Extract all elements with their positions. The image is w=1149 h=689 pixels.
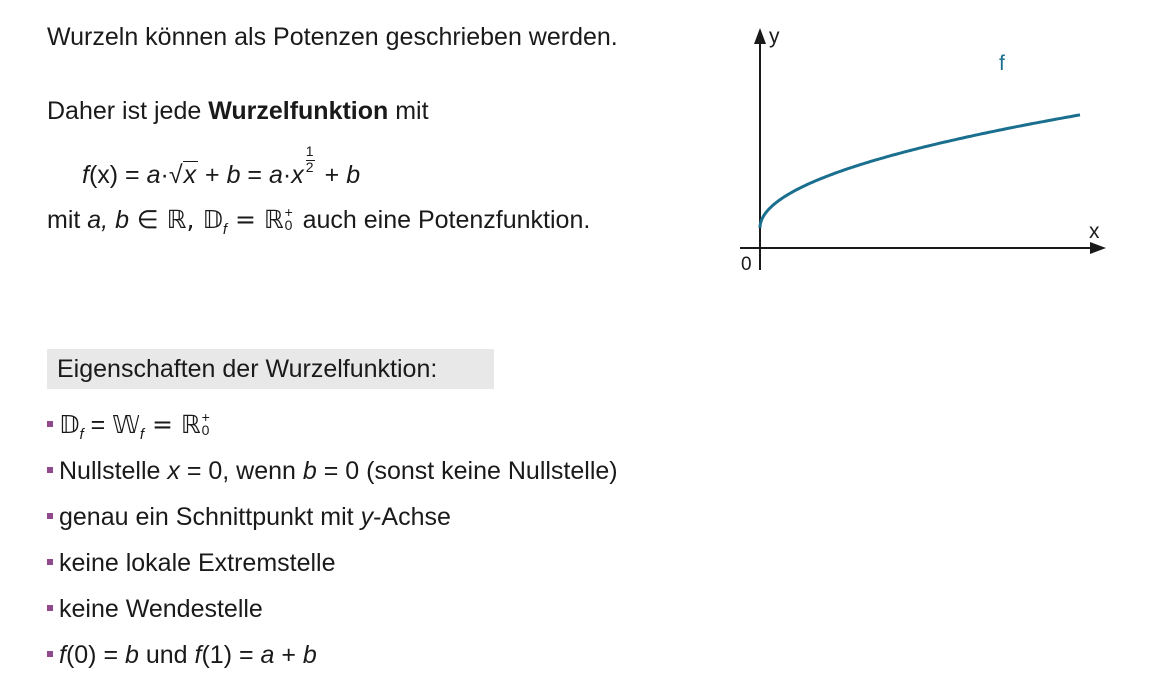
bullet-marker (47, 559, 53, 565)
p3-post: -Achse (373, 503, 451, 531)
curve-label-f: f (999, 52, 1005, 75)
property-2 (47, 456, 618, 486)
domain-symbol: 𝔻 (59, 410, 80, 439)
formula-pow-base: x (291, 161, 304, 189)
formula-a-2: a (268, 161, 283, 189)
p2-mid: = 0, wenn (179, 457, 303, 485)
p6-plus: + (274, 641, 303, 669)
domain-subscript: f (222, 221, 228, 238)
p4-text: keine lokale Extremstelle (59, 549, 336, 577)
bullet-marker (47, 467, 53, 473)
x-axis-arrow (1090, 242, 1106, 254)
curve-f (760, 115, 1080, 228)
bullet-marker (47, 513, 53, 519)
intro-text-4-post: auch eine Potenzfunktion. (295, 206, 591, 234)
y-axis-label: y (769, 25, 780, 48)
p6-f1: f (59, 641, 66, 669)
real-plus-zero-index (201, 409, 213, 438)
p6-und: und (138, 641, 195, 669)
formula-eq: = (118, 161, 147, 189)
formula-f: f (82, 161, 89, 189)
formula-eq-2: = (240, 161, 269, 189)
p3-y: y (360, 503, 374, 531)
bullet-marker (47, 421, 53, 427)
formula-x-paren: (x) (88, 161, 119, 189)
p6-b1: b (125, 641, 139, 669)
property-3 (47, 502, 451, 532)
p2-pre: Nullstelle (59, 457, 168, 485)
p2-post: = 0 (sonst keine Nullstelle) (316, 457, 618, 485)
p6-p1: (0) = (65, 641, 125, 669)
range-symbol: 𝕎 (112, 410, 140, 439)
eq-real: = ℝ (144, 410, 201, 439)
bullet-marker (47, 605, 53, 611)
intro-vars: a, b (87, 206, 129, 234)
property-1 (47, 410, 213, 444)
p6-p2: (1) = (201, 641, 261, 669)
real-sup: + (201, 409, 210, 425)
intro-text-2-pre: Daher ist jede (47, 97, 209, 125)
formula-dot-2: · (282, 161, 292, 189)
real-sub: 0 (201, 422, 210, 438)
intro-text-2-post: mit (388, 97, 429, 125)
x-axis-label: x (1089, 220, 1100, 243)
formula-b-2: b (346, 161, 361, 189)
intro-text-4-pre: mit (47, 206, 88, 234)
formula-a: a (146, 161, 161, 189)
intro-eq-real: = ℝ (227, 205, 284, 234)
properties-heading: Eigenschaften der Wurzelfunktion: (47, 349, 494, 389)
intro-text-1: Wurzeln können als Potenzen geschrieben werden. (47, 23, 618, 51)
formula-plus: + (198, 161, 227, 189)
formula-plus-2: + (317, 161, 347, 189)
y-axis-arrow (754, 28, 766, 44)
bullet-marker (47, 651, 53, 657)
real-sub: 0 (284, 217, 293, 233)
property-5 (47, 594, 263, 624)
p2-x: x (167, 457, 180, 485)
real-sup: + (284, 204, 293, 220)
term-wurzelfunktion: Wurzelfunktion (208, 97, 389, 125)
intro-in-real: ∈ ℝ, (128, 205, 203, 234)
domain-subscript: f (79, 426, 84, 443)
sqrt-sign: √ (168, 161, 183, 189)
range-subscript: f (139, 426, 145, 443)
domain-symbol: 𝔻 (202, 205, 223, 234)
formula-b: b (226, 161, 241, 189)
property-6 (47, 640, 317, 670)
property-4 (47, 548, 336, 578)
sqrt-argument: x (183, 161, 197, 189)
p2-b: b (302, 457, 317, 485)
exponent-numerator: 1 (305, 143, 314, 159)
eq: = (83, 411, 113, 439)
formula-dot: · (160, 161, 169, 189)
origin-label: 0 (741, 254, 752, 275)
p5-text: keine Wendestelle (59, 595, 263, 623)
p6-a: a (260, 641, 275, 669)
p6-b2: b (302, 641, 317, 669)
p3-pre: genau ein Schnittpunkt mit (59, 503, 361, 531)
exponent-denominator: 2 (305, 159, 314, 175)
p6-f2: f (194, 641, 202, 669)
